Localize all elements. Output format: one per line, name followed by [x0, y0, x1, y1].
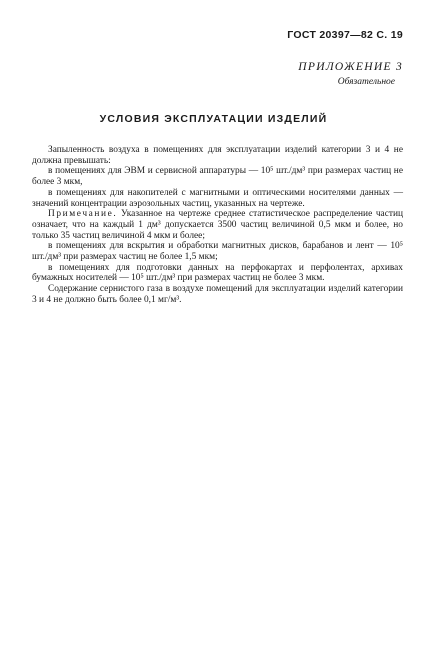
note-label: Примечание. — [48, 209, 118, 220]
paragraph-disk-processing-rooms: в помещениях для вскрытия и обработки магнитных дисков, барабанов и лент — 10⁵ шт./дм³ при размерах частиц не более 1,5 мкм; — [32, 241, 403, 263]
note-paragraph — [32, 209, 403, 241]
paragraph-storage-rooms: в помещениях для накопителей с магнитными и оптическими носителями данных — значений концентрации аэрозольных частиц, указанных на чертеже. — [32, 187, 403, 209]
appendix-title: ПРИЛОЖЕНИЕ 3 — [298, 61, 403, 73]
note-text: Указанное на чертеже среднее статистическое распределение частиц означает, что на каждый 1 дм³ допускается 3500 частиц величиной 0,5 мкм и более, но только 35 частиц величиной 4 мкм и более; — [32, 209, 403, 241]
appendix-status: Обязательное — [337, 77, 395, 87]
paragraph-sulfur-dioxide: Содержание сернистого газа в воздухе помещений для эксплуатации изделий категории 3 и 4 не должно быть более 0,1 мг/м³. — [32, 284, 403, 305]
paragraph-dust-requirement: Запыленность воздуха в помещениях для эксплуатации изделий категории 3 и 4 не должна превышать: — [32, 145, 403, 166]
section-title: УСЛОВИЯ ЭКСПЛУАТАЦИИ ИЗДЕЛИЙ — [99, 113, 328, 125]
paragraph-data-preparation-rooms: в помещениях для подготовки данных на перфокартах и перфолентах, архивах бумажных носителей — 10⁵ шт./дм³ при размерах частиц не более 3 мкм. — [32, 262, 403, 284]
page-header-standard-ref: ГОСТ 20397—82 С. 19 — [287, 29, 403, 41]
body-text — [32, 145, 403, 306]
paragraph-computer-rooms: в помещениях для ЭВМ и сервисной аппаратуры — 10⁵ шт./дм³ при размерах частиц не более 3 мкм, — [32, 166, 403, 188]
